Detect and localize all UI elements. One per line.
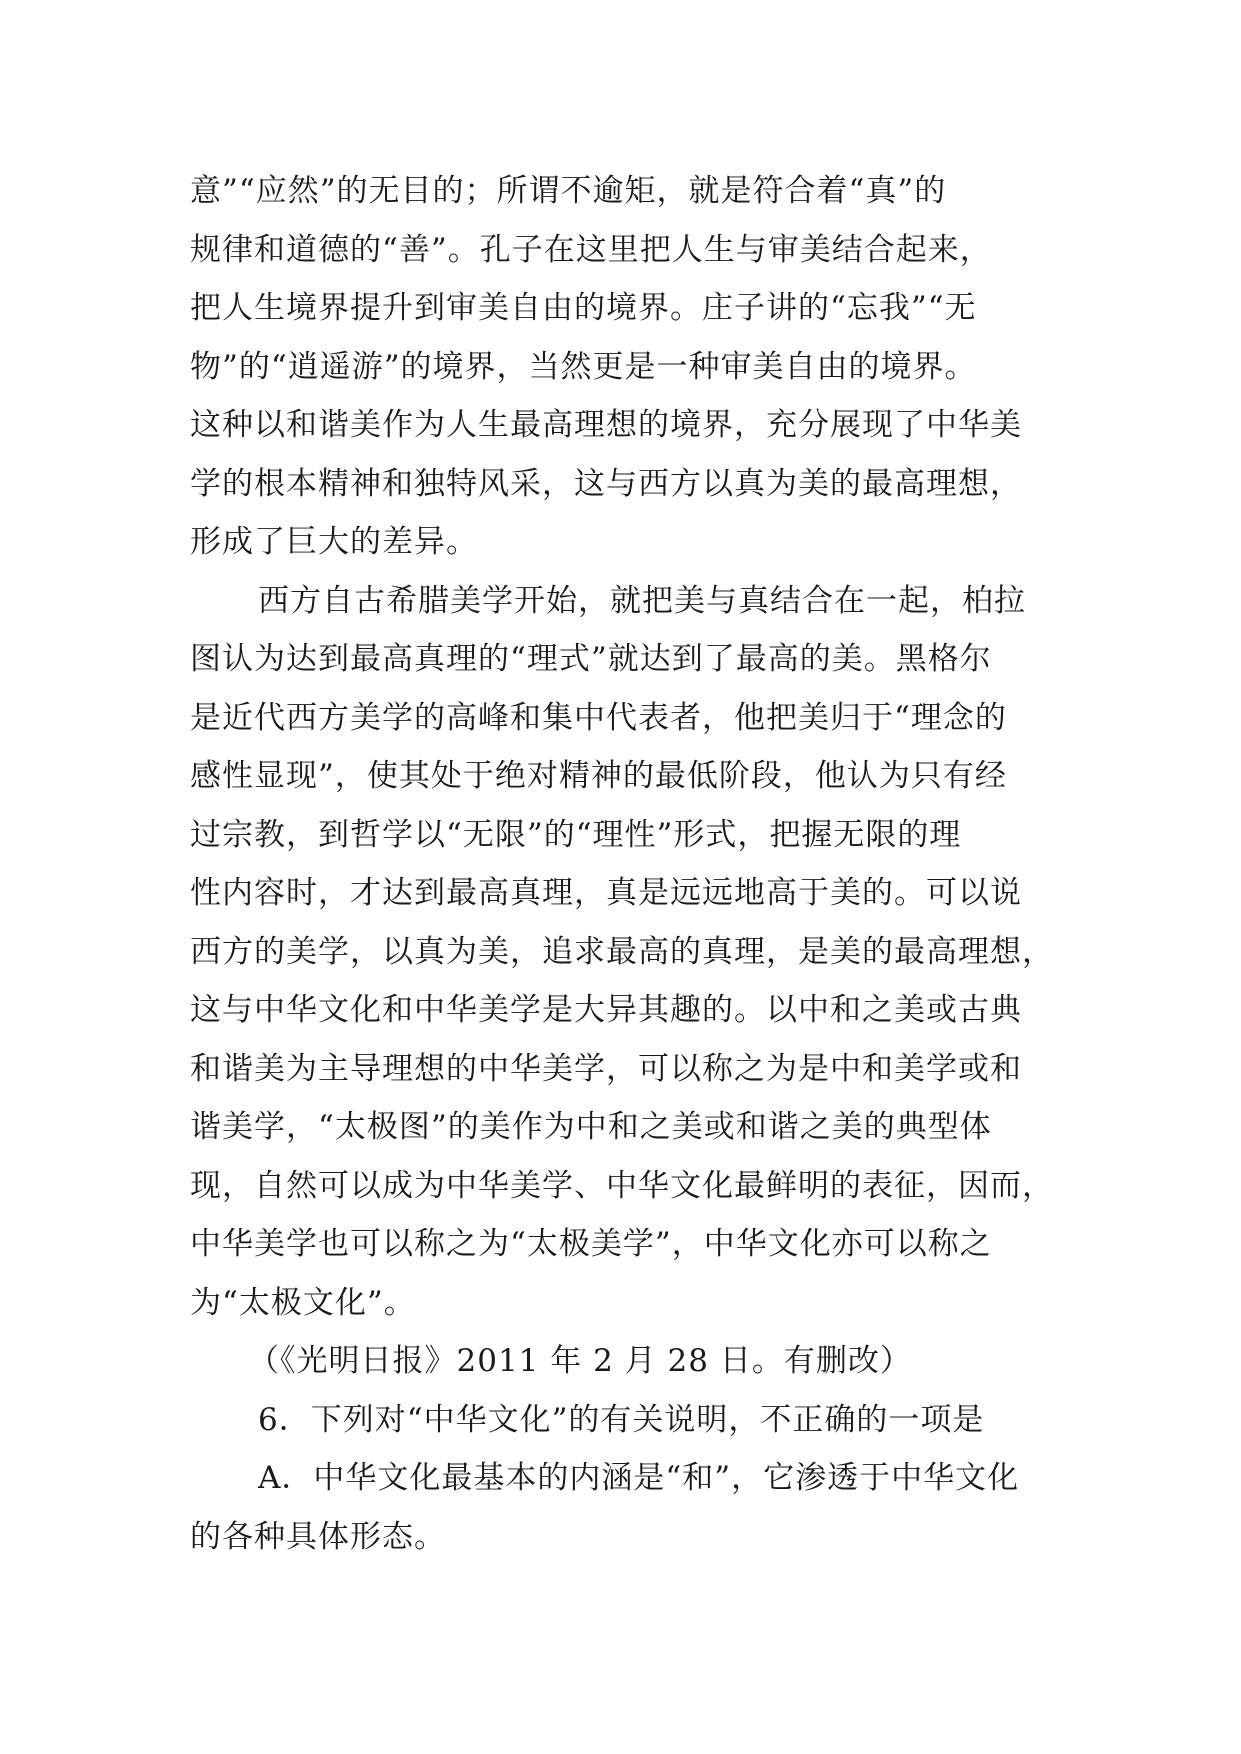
text-line: 是近代西方美学的高峰和集中代表者，他把美归于“理念的	[190, 699, 1007, 736]
text-line: 把人生境界提升到审美自由的境界。庄子讲的“忘我”“无	[190, 290, 977, 326]
text-line: 谐美学，“太极图”的美作为中和之美或和谐之美的典型体	[190, 1109, 992, 1145]
text-line: 学的根本精神和独特风采，这与西方以真为美的最高理想，	[190, 465, 1022, 502]
text-line: 意”“应然”的无目的；所谓不逾矩，就是符合着“真”的	[190, 173, 947, 209]
text-line: 物”的“逍遥游”的境界，当然更是一种审美自由的境界。	[190, 348, 977, 385]
option-a-line: 的各种具体形态。	[190, 1518, 446, 1555]
text-line: 中华美学也可以称之为“太极美学”，中华文化亦可以称之	[190, 1226, 992, 1262]
question-6	[190, 1391, 1070, 1567]
text-line: 这种以和谐美作为人生最高理想的境界，充分展现了中华美	[190, 407, 1022, 443]
text-line: 规律和道德的“善”。孔子在这里把人生与审美结合起来，	[190, 231, 992, 268]
paragraph-1	[190, 162, 1070, 572]
text-line: 形成了巨大的差异。	[190, 524, 478, 560]
source-citation: （《光明日报》2011 年 2 月 28 日。有删改）	[248, 1343, 912, 1379]
document-body	[190, 162, 1070, 1566]
text-line: 西方的美学，以真为美，追求最高的真理，是美的最高理想，	[190, 933, 1054, 970]
option-a-line: A．中华文化最基本的内涵是“和”，它渗透于中华文化	[258, 1460, 1020, 1496]
text-line: 过宗教，到哲学以“无限”的“理性”形式，把握无限的理	[190, 816, 962, 853]
text-line: 和谐美为主导理想的中华美学，可以称之为是中和美学或和	[190, 1050, 1022, 1087]
text-line: 西方自古希腊美学开始，就把美与真结合在一起，柏拉	[258, 582, 1026, 619]
text-line: 现，自然可以成为中华美学、中华文化最鲜明的表征，因而，	[190, 1167, 1054, 1204]
text-line: 性内容时，才达到最高真理，真是远远地高于美的。可以说	[190, 875, 1022, 911]
text-line: 为“太极文化”。	[190, 1284, 416, 1321]
option-a	[190, 1449, 1070, 1566]
text-line: 感性显现”，使其处于绝对精神的最低阶段，他认为只有经	[190, 758, 1007, 794]
text-line: 图认为达到最高真理的“理式”就达到了最高的美。黑格尔	[190, 641, 992, 677]
text-line: 这与中华文化和中华美学是大异其趣的。以中和之美或古典	[190, 992, 1022, 1028]
question-stem: 6．下列对“中华文化”的有关说明，不正确的一项是	[258, 1401, 985, 1438]
paragraph-2	[190, 572, 1070, 1333]
